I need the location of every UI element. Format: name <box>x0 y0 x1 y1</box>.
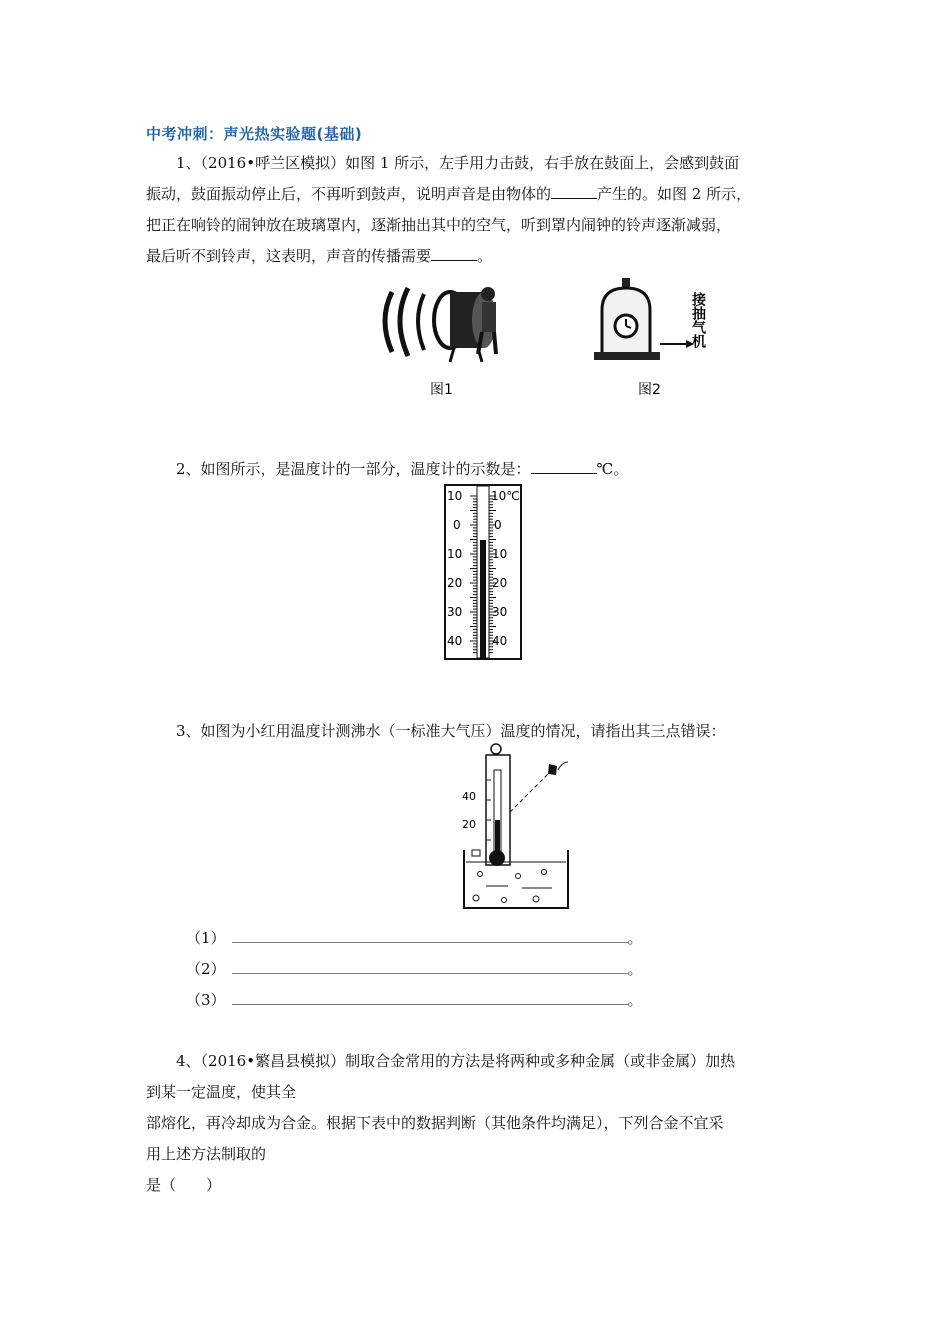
q4-line-3: 部熔化，再冷却成为合金。根据下表中的数据判断（其他条件均满足），下列合金不宜采 <box>146 1114 724 1132</box>
q1-line-3: 把正在响铃的闹钟放在玻璃罩内，逐渐抽出其中的空气，听到罩内闹钟的铃声逐渐减弱， <box>146 216 732 234</box>
right-tick-label: 30 <box>492 605 508 619</box>
scale-label: 20 <box>462 818 476 831</box>
q2-blank[interactable] <box>531 459 597 474</box>
right-tick-label: 40 <box>492 634 508 648</box>
left-tick-label: 40 <box>447 634 463 648</box>
thermometer-figure <box>444 484 524 662</box>
q3-answer-3: （3） 。 <box>186 985 643 1016</box>
q1-line-2: 振动，鼓面振动停止后，不再听到鼓声，说明声音是由物体的 产生的。如图 2 所示， <box>146 185 752 203</box>
drum-figure <box>385 287 496 362</box>
right-tick-label: 0 <box>494 518 502 532</box>
figure-1-2 <box>370 272 720 404</box>
pump-label: 接抽气机 <box>690 292 706 348</box>
left-tick-label: 10 <box>447 547 463 561</box>
page-title: 中考冲刺：声光热实验题(基础) <box>146 125 363 143</box>
right-tick-label: 10℃ <box>491 489 520 503</box>
q4-line-4: 用上述方法制取的 <box>146 1145 267 1163</box>
q4-line-1: 4、（2016•繁昌县模拟）制取合金常用的方法是将两种或多种金属（或非金属）加热 <box>176 1052 736 1070</box>
left-tick-label: 30 <box>447 605 463 619</box>
q1-line-1: 1、（2016•呼兰区模拟）如图 1 所示，左手用力击鼓，右手放在鼓面上，会感到鼓面 <box>176 154 740 172</box>
q1-line-4: 最后听不到铃声，这表明，声音的传播需要 。 <box>146 247 493 265</box>
mercury-column <box>480 540 486 658</box>
question-1 <box>146 148 816 272</box>
bell-jar-figure <box>594 278 694 360</box>
answer-line[interactable] <box>232 988 628 1005</box>
q1-blank-1[interactable] <box>551 184 597 199</box>
fig1-label: 图1 <box>430 382 453 398</box>
right-tick-label: 20 <box>492 576 508 590</box>
question-2 <box>146 454 816 485</box>
right-tick-label: 10 <box>492 547 508 561</box>
q3-answer-2: （2） 。 <box>186 954 643 985</box>
question-4 <box>146 1046 816 1201</box>
boiling-water-figure <box>456 742 576 914</box>
answer-line[interactable] <box>232 926 628 943</box>
fig2-label: 图2 <box>638 382 661 398</box>
left-tick-label: 0 <box>453 518 461 532</box>
q2-line: 2、如图所示，是温度计的一部分，温度计的示数是： ℃。 <box>176 460 629 478</box>
q1-blank-2[interactable] <box>431 246 477 261</box>
scale-label: 40 <box>462 790 476 803</box>
left-tick-label: 20 <box>447 576 463 590</box>
q3-line: 3、如图为小红用温度计测沸水（一标准大气压）温度的情况，请指出其三点错误： <box>176 722 726 740</box>
q4-line-2: 到某一定温度，使其全 <box>146 1083 297 1101</box>
q4-line-5: 是（ ） <box>146 1176 222 1194</box>
answer-line[interactable] <box>232 957 628 974</box>
q3-answer-1: （1） 。 <box>186 923 643 954</box>
left-tick-label: 10 <box>447 489 463 503</box>
